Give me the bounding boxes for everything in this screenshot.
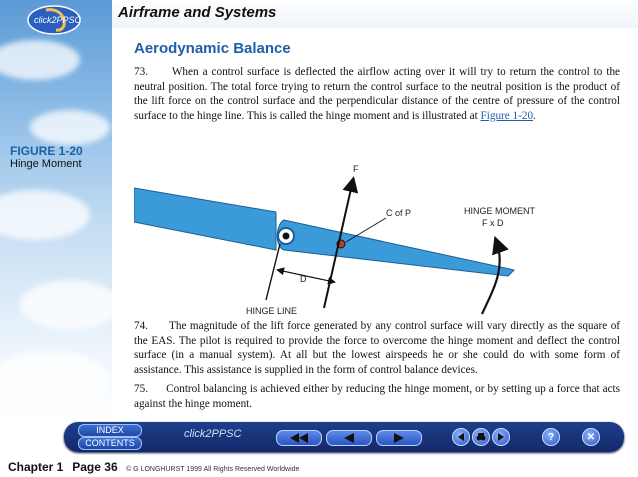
cloud-decoration: [0, 40, 80, 80]
footer: [8, 458, 299, 476]
page-header-title: Airframe and Systems: [118, 4, 277, 21]
previous-icon: [344, 433, 354, 443]
hinge-moment-arrow: [482, 240, 500, 314]
back-history-button[interactable]: [452, 428, 470, 446]
logo-text: click2PPSC: [34, 15, 82, 25]
click2ppsc-logo: [26, 4, 82, 36]
rewind-icon: [290, 433, 308, 443]
main-wing-shape: [134, 188, 276, 250]
nav-logo: click2PPSC: [184, 428, 242, 440]
copyright-notice: © G LONGHURST 1999 All Rights Reserved Worldwide: [126, 466, 300, 473]
back-arrow-icon: [457, 433, 465, 441]
rewind-button[interactable]: [276, 430, 322, 446]
paragraph-number: 74.: [134, 320, 148, 332]
cloud-decoration: [0, 190, 90, 240]
hinge-line-label: HINGE LINE: [246, 306, 298, 316]
cloud-decoration: [0, 350, 110, 410]
close-icon: ✕: [586, 431, 596, 443]
page-number: Page 36: [72, 460, 118, 474]
cop-label: C of P: [386, 208, 412, 218]
cloud-decoration: [20, 280, 112, 330]
hinge-moment-formula: F x D: [482, 218, 504, 228]
hinge-line: [266, 244, 280, 300]
navigation-bar: [64, 422, 624, 452]
paragraph-75: [134, 382, 620, 411]
figure-label: FIGURE 1-20: [10, 144, 83, 158]
paragraph-text-end: .: [533, 109, 536, 122]
chapter-label: Chapter 1: [8, 460, 64, 474]
help-button[interactable]: [542, 428, 560, 446]
distance-label: D: [300, 274, 307, 284]
next-icon: [394, 433, 404, 443]
paragraph-73: [134, 65, 620, 123]
index-button[interactable]: INDEX: [78, 424, 142, 437]
binoculars-icon: [476, 432, 486, 442]
cloud-decoration: [30, 110, 110, 145]
paragraph-text: The magnitude of the lift force generated by any control surface will vary directly as the square of the EAS. The pilot is required to provide the force to overcome the hinge moment and deflect the control surface (in a manual system). At all but the lowest airspeeds he or she could do with some form of assistance. This assistance is supplied in the form of control balance devices.: [134, 320, 621, 376]
close-button[interactable]: [582, 428, 600, 446]
forward-history-button[interactable]: [492, 428, 510, 446]
paragraph-text: Control balancing is achieved either by reducing the hinge moment, or by setting up a force that acts against the hinge moment.: [134, 383, 620, 410]
hinge-moment-diagram: [134, 158, 624, 320]
sidebar-sky-background: [0, 0, 112, 420]
contents-button[interactable]: CONTENTS: [78, 437, 142, 450]
paragraph-text: When a control surface is deflected the airflow acting over it will try to return the control to the neutral position. The total force trying to return the control surface to the neutral position is the product of the lift force on the control surface and the perpendicular distance of the centre of pressure of the control surface to the hinge line. This is called the hinge moment and is illustrated at: [134, 66, 621, 122]
control-surface-shape: [277, 220, 514, 276]
force-label: F: [353, 164, 359, 174]
paragraph-74: [134, 319, 620, 377]
search-binoculars-button[interactable]: [472, 428, 490, 446]
next-page-button[interactable]: [376, 430, 422, 446]
section-title: Aerodynamic Balance: [134, 40, 291, 57]
forward-arrow-icon: [497, 433, 505, 441]
hinge-moment-label: HINGE MOMENT: [464, 206, 535, 216]
figure-1-20-link[interactable]: Figure 1-20: [480, 109, 534, 122]
paragraph-number: 75.: [134, 383, 148, 395]
previous-page-button[interactable]: [326, 430, 372, 446]
hinge-pin: [283, 233, 290, 240]
figure-caption: Hinge Moment: [10, 158, 82, 170]
paragraph-number: 73.: [134, 66, 148, 78]
help-icon: ?: [547, 431, 555, 443]
